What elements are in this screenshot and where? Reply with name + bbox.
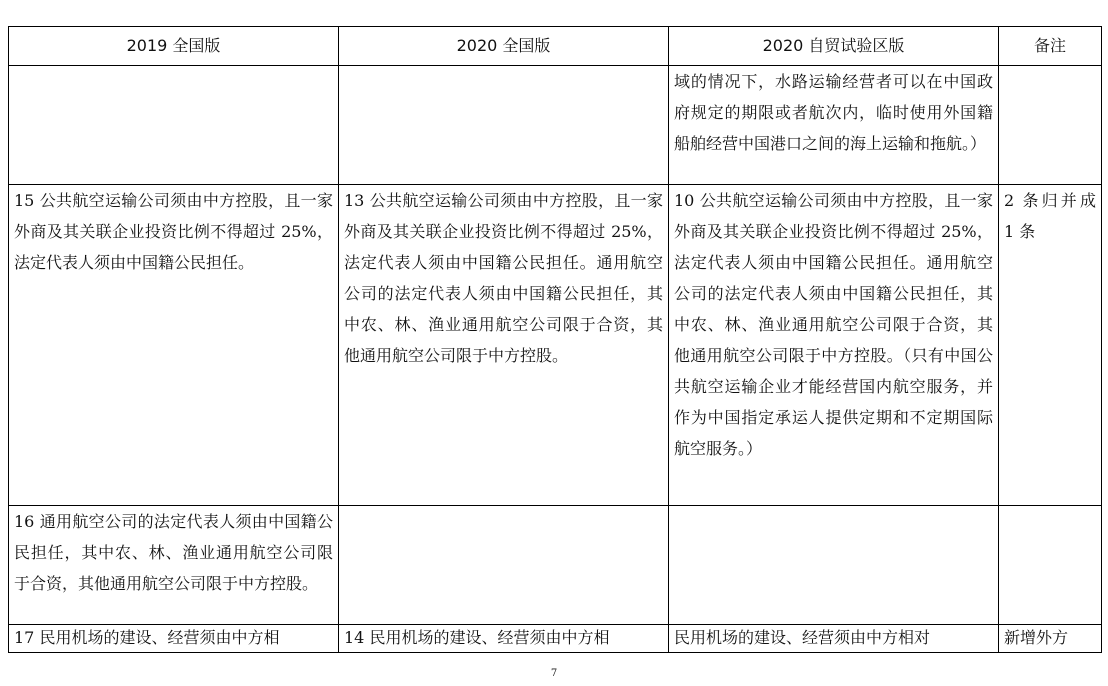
header-2020-ftz: 2020 自贸试验区版 (669, 27, 999, 66)
cell-remarks: 新增外方 (999, 625, 1102, 653)
cell-2019: 16 通用航空公司的法定代表人须由中国籍公民担任，其中农、林、渔业通用航空公司限于合资，其他通用航空公司限于中方控股。 (9, 506, 339, 625)
cell-2020: 13 公共航空运输公司须由中方控股，且一家外商及其关联企业投资比例不得超过 25%，法定代表人须由中国籍公民担任。通用航空公司的法定代表人须由中国籍公民担任，其中农、林、渔业通用航空公司限于合资，其他通用航空公司限于中方控股。 (339, 185, 669, 506)
cell-2020-ftz (669, 506, 999, 625)
comparison-table (8, 26, 1102, 653)
header-remarks: 备注 (999, 27, 1102, 66)
table-row (9, 625, 1102, 653)
header-2020-national: 2020 全国版 (339, 27, 669, 66)
cell-remarks (999, 506, 1102, 625)
table-row (9, 185, 1102, 506)
cell-remarks: 2 条归并成 1 条 (999, 185, 1102, 506)
cell-2020 (339, 506, 669, 625)
cell-2020-ftz: 10 公共航空运输公司须由中方控股，且一家外商及其关联企业投资比例不得超过 25%，法定代表人须由中国籍公民担任。通用航空公司的法定代表人须由中国籍公民担任，其中农、林、渔业通用航空公司限于合资，其他通用航空公司限于中方控股。（只有中国公共航空运输企业才能经营国内航空服务，并作为中国指定承运人提供定期和不定期国际航空服务。） (669, 185, 999, 506)
table-header-row (9, 27, 1102, 66)
cell-2020: 14 民用机场的建设、经营须由中方相 (339, 625, 669, 653)
cell-remarks (999, 66, 1102, 185)
header-2019-national: 2019 全国版 (9, 27, 339, 66)
cell-2019: 17 民用机场的建设、经营须由中方相 (9, 625, 339, 653)
table-row (9, 506, 1102, 625)
cell-2019 (9, 66, 339, 185)
cell-2020-ftz: 民用机场的建设、经营须由中方相对 (669, 625, 999, 653)
table-row (9, 66, 1102, 185)
page-number: 7 (550, 668, 558, 679)
cell-2020 (339, 66, 669, 185)
cell-2020-ftz: 域的情况下，水路运输经营者可以在中国政府规定的期限或者航次内，临时使用外国籍船舶经营中国港口之间的海上运输和拖航。） (669, 66, 999, 185)
cell-2019: 15 公共航空运输公司须由中方控股，且一家外商及其关联企业投资比例不得超过 25%，法定代表人须由中国籍公民担任。 (9, 185, 339, 506)
